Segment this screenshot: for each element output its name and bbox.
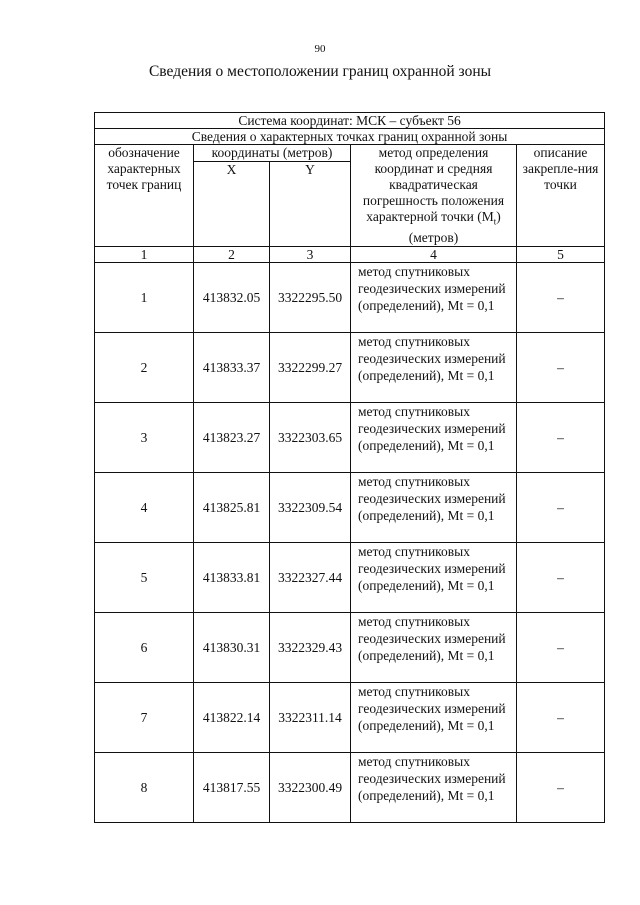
- description-cell: –: [517, 263, 605, 333]
- x-coordinate-cell: 413833.37: [194, 333, 270, 403]
- column-number: 3: [270, 247, 351, 263]
- method-header-tail: ) (метров): [408, 209, 501, 245]
- description-cell: –: [517, 543, 605, 613]
- document-title: Сведения о местоположении границ охранной зоны: [148, 63, 492, 80]
- point-number-cell: 1: [95, 263, 194, 333]
- method-cell: метод спутниковых геодезических измерений (определений), Mt = 0,1: [351, 263, 517, 333]
- x-coordinate-cell: 413822.14: [194, 683, 270, 753]
- y-coordinate-cell: 3322295.50: [270, 263, 351, 333]
- description-cell: –: [517, 613, 605, 683]
- table-row: [95, 683, 605, 753]
- designation-column-header: обозначение характерных точек границ: [95, 145, 194, 247]
- table-row: [95, 613, 605, 683]
- column-number: 1: [95, 247, 194, 263]
- point-number-cell: 4: [95, 473, 194, 543]
- y-coordinate-cell: 3322300.49: [270, 753, 351, 823]
- y-coordinate-cell: 3322327.44: [270, 543, 351, 613]
- column-number: 4: [351, 247, 517, 263]
- method-cell: метод спутниковых геодезических измерений (определений), Mt = 0,1: [351, 333, 517, 403]
- x-coordinate-cell: 413833.81: [194, 543, 270, 613]
- description-cell: –: [517, 403, 605, 473]
- point-number-cell: 2: [95, 333, 194, 403]
- point-number-cell: 8: [95, 753, 194, 823]
- coordinates-column-header: координаты (метров): [194, 145, 351, 162]
- table-row: [95, 333, 605, 403]
- method-cell: метод спутниковых геодезических измерений (определений), Mt = 0,1: [351, 613, 517, 683]
- point-number-cell: 7: [95, 683, 194, 753]
- table-row: [95, 543, 605, 613]
- description-cell: –: [517, 753, 605, 823]
- y-coordinate-cell: 3322329.43: [270, 613, 351, 683]
- x-coordinate-cell: 413825.81: [194, 473, 270, 543]
- table-row: [95, 753, 605, 823]
- method-cell: метод спутниковых геодезических измерений (определений), Mt = 0,1: [351, 543, 517, 613]
- point-number-cell: 6: [95, 613, 194, 683]
- method-cell: метод спутниковых геодезических измерений (определений), Mt = 0,1: [351, 473, 517, 543]
- method-header-subscript: t: [493, 216, 497, 227]
- y-coordinate-cell: 3322299.27: [270, 333, 351, 403]
- table-row: [95, 473, 605, 543]
- method-header-text: метод определения координат и средняя квадратическая погрешность положения характерной точки (M: [362, 145, 505, 224]
- method-column-header: [351, 145, 517, 247]
- description-column-header: описание закрепле-ния точки: [517, 145, 605, 247]
- point-number-cell: 5: [95, 543, 194, 613]
- description-cell: –: [517, 473, 605, 543]
- table-row: [95, 263, 605, 333]
- y-coordinate-cell: 3322303.65: [270, 403, 351, 473]
- method-cell: метод спутниковых геодезических измерений (определений), Mt = 0,1: [351, 683, 517, 753]
- points-header: Сведения о характерных точках границ охранной зоны: [95, 129, 605, 145]
- description-cell: –: [517, 683, 605, 753]
- coordinates-table: [94, 112, 605, 823]
- method-cell: метод спутниковых геодезических измерений (определений), Mt = 0,1: [351, 403, 517, 473]
- x-coordinate-cell: 413817.55: [194, 753, 270, 823]
- y-coordinate-cell: 3322311.14: [270, 683, 351, 753]
- x-coordinate-cell: 413830.31: [194, 613, 270, 683]
- y-column-header: Y: [270, 162, 351, 247]
- x-coordinate-cell: 413823.27: [194, 403, 270, 473]
- column-number: 5: [517, 247, 605, 263]
- column-number: 2: [194, 247, 270, 263]
- description-cell: –: [517, 333, 605, 403]
- table-row: [95, 403, 605, 473]
- point-number-cell: 3: [95, 403, 194, 473]
- method-cell: метод спутниковых геодезических измерений (определений), Mt = 0,1: [351, 753, 517, 823]
- x-column-header: X: [194, 162, 270, 247]
- x-coordinate-cell: 413832.05: [194, 263, 270, 333]
- y-coordinate-cell: 3322309.54: [270, 473, 351, 543]
- page-number: 90: [314, 43, 326, 55]
- coordinate-system-header: Система координат: МСК – субъект 56: [95, 113, 605, 129]
